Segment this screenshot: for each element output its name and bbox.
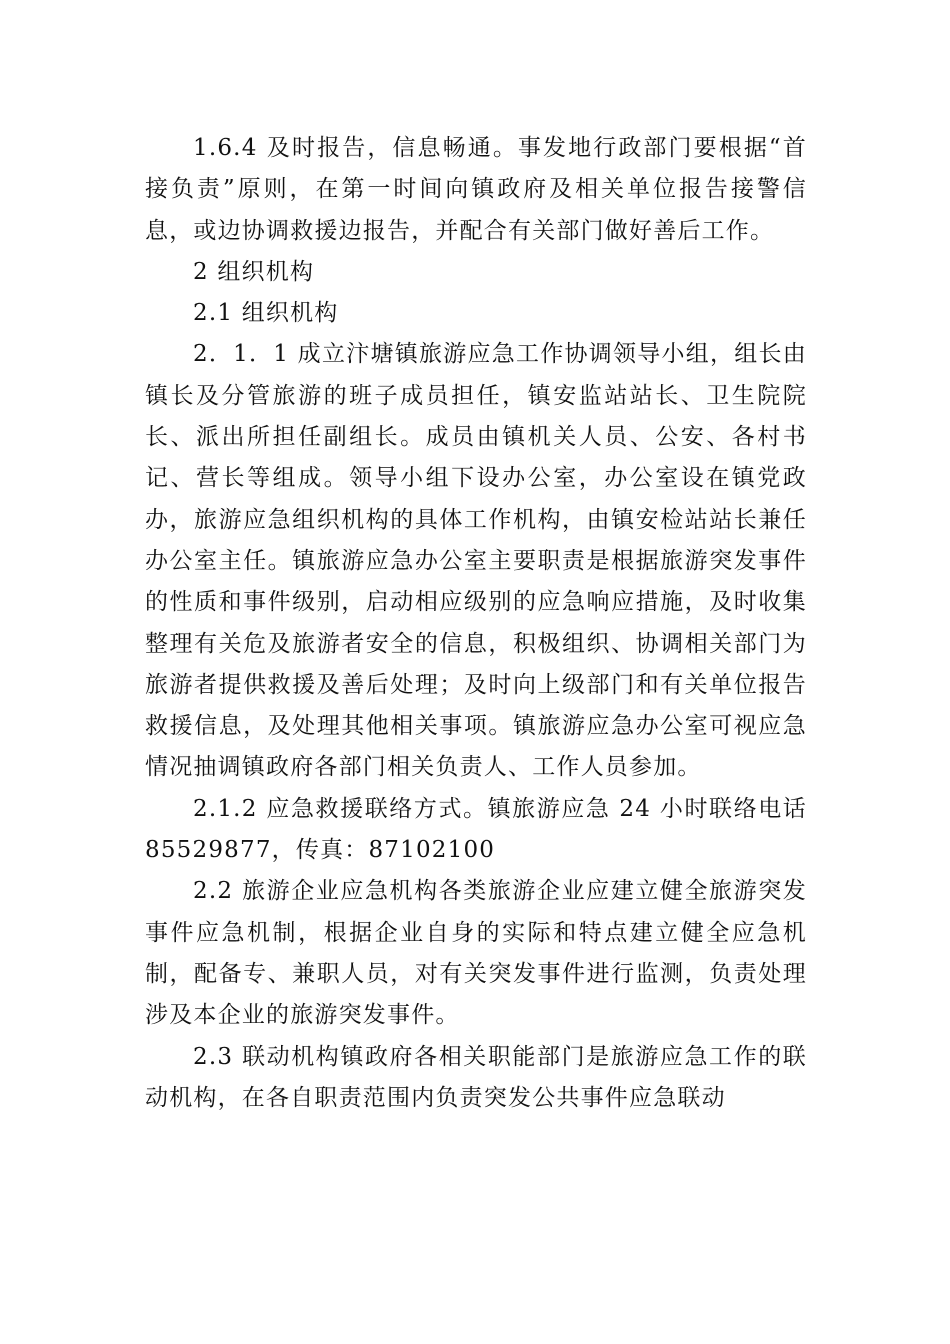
paragraph-1-6-4: 1.6.4 及时报告，信息畅通。事发地行政部门要根据“首接负责”原则，在第一时间向镇政府及相关单位报告接警信息，或边协调救援边报告，并配合有关部门做好善后工作。 [145, 135, 807, 244]
heading-2-1: 2.1 组织机构 [193, 300, 339, 327]
paragraph-2-2: 2.2 旅游企业应急机构各类旅游企业应建立健全旅游突发事件应急机制，根据企业自身的实际和特点建立健全应急机制，配备专、兼职人员，对有关突发事件进行监测，负责处理涉及本企业的旅游突发事件。 [145, 878, 807, 1029]
paragraph-2-3: 2.3 联动机构镇政府各相关职能部门是旅游应急工作的联动机构，在各自职责范围内负责突发公共事件应急联动 [145, 1043, 807, 1111]
paragraph-2-1-1: 2．1．1 成立汴塘镇旅游应急工作协调领导小组，组长由镇长及分管旅游的班子成员担任，镇安监站站长、卫生院院长、派出所担任副组长。成员由镇机关人员、公安、各村书记、营长等组成。领导小组下设办公室，办公室设在镇党政办，旅游应急组织机构的具体工作机构，由镇安检站站长兼任办公室主任。镇旅游应急办公室主要职责是根据旅游突发事件的性质和事件级别，启动相应级别的应急响应措施，及时收集整理有关危及旅游者安全的信息，积极组织、协调相关部门为旅游者提供救援及善后处理；及时向上级部门和有关单位报告救援信息，及处理其他相关事项。镇旅游应急办公室可视应急情况抽调镇政府各部门相关负责人、工作人员参加。 [145, 341, 807, 781]
document-body [145, 128, 807, 1119]
heading-2: 2 组织机构 [193, 258, 315, 285]
paragraph-2-1-2: 2.1.2 应急救援联络方式。镇旅游应急 24 小时联络电话 85529877，传真：87102100 [145, 795, 807, 864]
